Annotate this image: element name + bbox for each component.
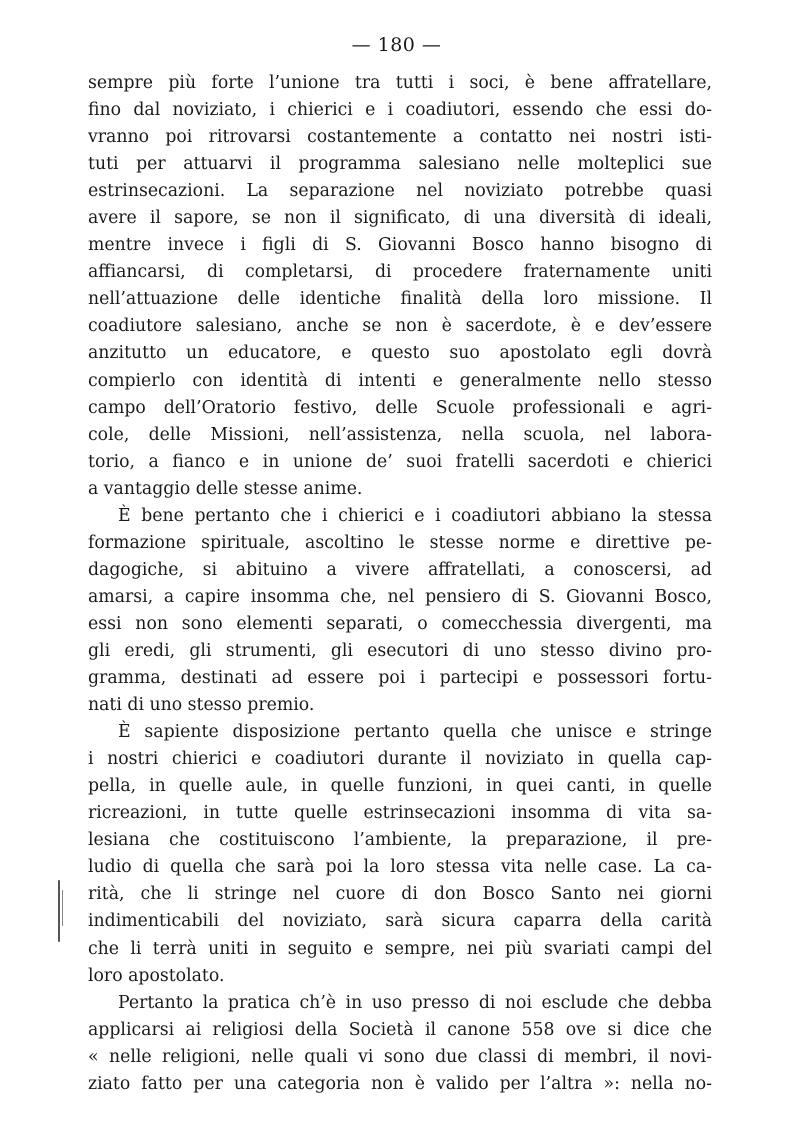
page-text [88, 70, 712, 1098]
text-line: rità, che li stringe nel cuore di don Bosco Santo nei giorni [88, 884, 712, 905]
text-line: mentre invece i figli di S. Giovanni Bosco hanno bisogno di [88, 235, 712, 256]
text-line: che li terrà uniti in seguito e sempre, nei più svariati campi del [88, 938, 712, 959]
text-line: i nostri chierici e coadiutori durante il noviziato in quella cap- [88, 749, 712, 770]
text-line: cole, delle Missioni, nell’assistenza, nella scuola, nel labora- [88, 424, 712, 445]
text-line: torio, a fianco e in unione de’ suoi fratelli sacerdoti e chierici [88, 451, 712, 472]
text-line: estrinsecazioni. La separazione nel noviziato potrebbe quasi [88, 181, 712, 202]
text-line: fino dal noviziato, i chierici e i coadiutori, essendo che essi do- [88, 100, 712, 121]
text-line: affiancarsi, di completarsi, di procedere fraternamente uniti [88, 262, 712, 283]
text-line: nell’attuazione delle identiche finalità della loro missione. Il [88, 289, 712, 310]
text-line: indimenticabili del noviziato, sarà sicura caparra della carità [88, 911, 712, 932]
paragraph-end-line: nati di uno stesso premio. [88, 695, 315, 716]
text-line: ricreazioni, in tutte quelle estrinsecazioni insomma di vita sa- [88, 803, 712, 824]
text-line: ludio di quella che sarà poi la loro stessa vita nelle case. La ca- [88, 857, 712, 878]
page-number: — 180 — [351, 34, 442, 56]
text-line: avere il sapore, se non il significato, di una diversità di ideali, [88, 208, 712, 229]
paragraph-end-line: a vantaggio delle stesse anime. [88, 478, 363, 499]
text-line: dagogiche, si abituino a vivere affratellati, a conoscersi, ad [88, 559, 712, 580]
text-line: coadiutore salesiano, anche se non è sacerdote, è e dev’essere [88, 316, 712, 337]
text-line: campo dell’Oratorio festivo, delle Scuole professionali e agri- [88, 397, 712, 418]
text-line: essi non sono elementi separati, o comecchessia divergenti, ma [88, 613, 712, 634]
paragraph-start-line: È bene pertanto che i chierici e i coadiutori abbiano la stessa [118, 505, 712, 526]
text-line: « nelle religioni, nelle quali vi sono due classi di membri, il novi- [88, 1046, 712, 1067]
text-line: lesiana che costituiscono l’ambiente, la preparazione, il pre- [88, 830, 712, 851]
margin-pencil-mark [58, 880, 60, 942]
text-line: ziato fatto per una categoria non è valido per l’altra »: nella no- [88, 1073, 712, 1094]
text-line: sempre più forte l’unione tra tutti i soci, è bene affratellare, [88, 73, 712, 93]
text-line: vranno poi ritrovarsi costantemente a contatto nei nostri isti- [88, 127, 712, 148]
text-line: gramma, destinati ad essere poi i partecipi e possessori fortu- [88, 668, 712, 689]
text-line: anzitutto un educatore, e questo suo apostolato egli dovrà [88, 343, 712, 364]
text-line: gli eredi, gli strumenti, gli esecutori di uno stesso divino pro- [88, 640, 712, 661]
text-line: tuti per attuarvi il programma salesiano nelle molteplici sue [88, 154, 712, 175]
paragraph-end-line: loro apostolato. [88, 965, 225, 986]
text-line: applicarsi ai religiosi della Società il canone 558 ove si dice che [88, 1019, 712, 1040]
text-line: amarsi, a capire insomma che, nel pensiero di S. Giovanni Bosco, [88, 586, 712, 607]
paragraph-start-line: Pertanto la pratica ch’è in uso presso di noi esclude che debba [118, 992, 712, 1013]
paragraph-start-line: È sapiente disposizione pertanto quella che unisce e stringe [118, 722, 712, 743]
text-line: pella, in quelle aule, in quelle funzioni, in quei canti, in quelle [88, 776, 712, 797]
margin-pencil-mark [62, 890, 63, 926]
text-line: compierlo con identità di intenti e generalmente nello stesso [88, 370, 712, 391]
text-line: formazione spirituale, ascoltino le stesse norme e direttive pe- [88, 532, 712, 553]
